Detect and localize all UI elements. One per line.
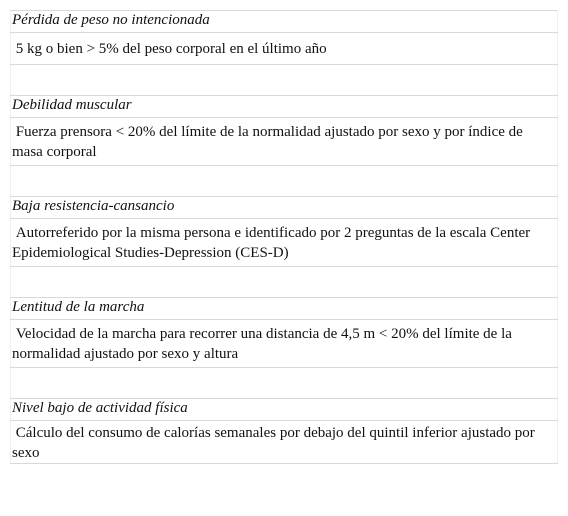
criterion-heading-row	[11, 11, 558, 33]
empty-cell	[11, 368, 558, 399]
criterion-name: Baja resistencia-cansancio	[11, 197, 558, 219]
criterion-name: Debilidad muscular	[11, 96, 558, 118]
criterion-description-row	[11, 320, 558, 368]
empty-cell	[11, 166, 558, 197]
criterion-description: Fuerza prensora < 20% del límite de la normalidad ajustado por sexo y por índice de masa corporal	[11, 118, 558, 166]
criterion-description-row	[11, 118, 558, 166]
criterion-description: 5 kg o bien > 5% del peso corporal en el último año	[11, 33, 558, 65]
criterion-name: Lentitud de la marcha	[11, 298, 558, 320]
criterion-heading-row	[11, 96, 558, 118]
criterion-description: Cálculo del consumo de calorías semanales por debajo del quintil inferior ajustado por sexo	[11, 421, 558, 464]
spacer-row	[11, 368, 558, 399]
criterion-description-row	[11, 421, 558, 464]
empty-cell	[11, 65, 558, 96]
criterion-name: Pérdida de peso no intencionada	[11, 11, 558, 33]
empty-cell	[11, 267, 558, 298]
criterion-description: Velocidad de la marcha para recorrer una distancia de 4,5 m < 20% del límite de la normalidad ajustado por sexo y altura	[11, 320, 558, 368]
criterion-heading-row	[11, 197, 558, 219]
criterion-heading-row	[11, 298, 558, 320]
criterion-description-row	[11, 219, 558, 267]
spacer-row	[11, 65, 558, 96]
spacer-row	[11, 166, 558, 197]
criterion-heading-row	[11, 399, 558, 421]
frailty-criteria-table	[10, 10, 558, 464]
criterion-name: Nivel bajo de actividad física	[11, 399, 558, 421]
criterion-description-row	[11, 33, 558, 65]
spacer-row	[11, 267, 558, 298]
criterion-description: Autorreferido por la misma persona e identificado por 2 preguntas de la escala Center Epidemiological Studies-Depression (CES-D)	[11, 219, 558, 267]
